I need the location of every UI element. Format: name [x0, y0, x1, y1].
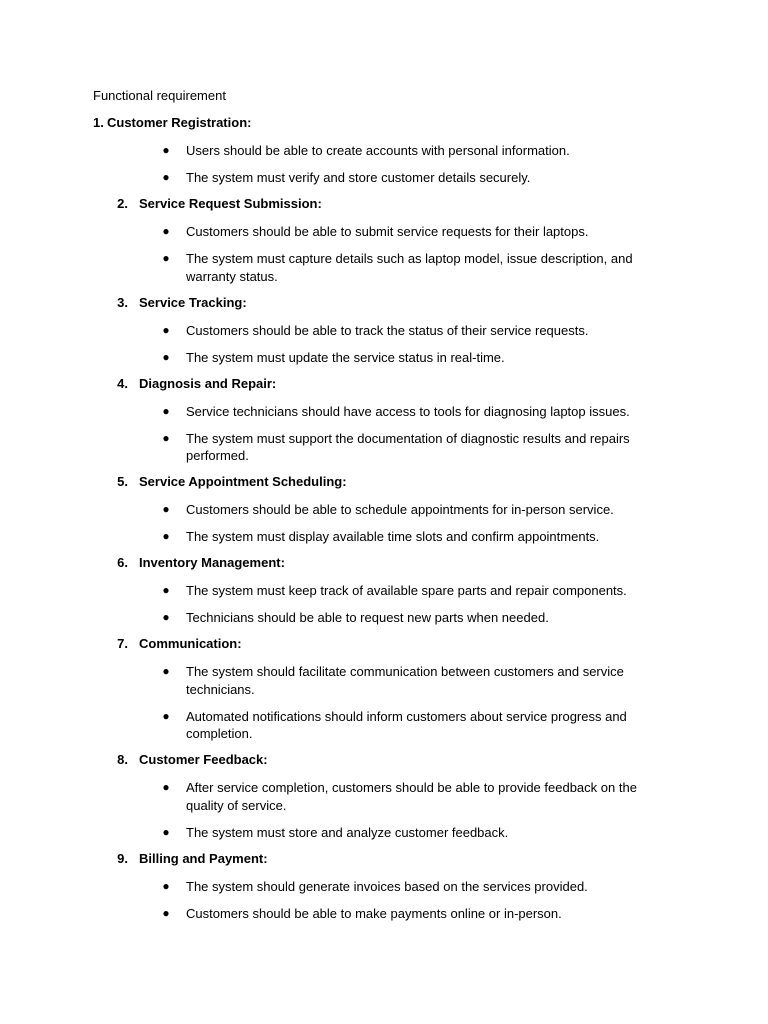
- section-title: Billing and Payment:: [139, 850, 268, 866]
- bullet-dot-icon: ●: [162, 502, 170, 516]
- requirement-section: [0, 555, 768, 627]
- list-item-text: The system should facilitate communication between customers and service technicians.: [186, 664, 624, 697]
- bullet-dot-icon: ●: [162, 780, 170, 794]
- section-title: Inventory Management:: [139, 555, 285, 570]
- list-item: [0, 223, 768, 241]
- list-item: [0, 905, 768, 923]
- section-number: 9.: [117, 850, 128, 866]
- section-number: 3.: [117, 294, 128, 310]
- list-item: [0, 169, 768, 187]
- section-heading: [0, 376, 768, 393]
- section-title: Service Tracking:: [139, 294, 247, 310]
- list-item-text: Customers should be able to schedule appointments for in-person service.: [186, 502, 614, 517]
- section-number: 6.: [117, 555, 128, 570]
- section-title: Customer Registration:: [107, 115, 252, 130]
- bullet-dot-icon: ●: [162, 251, 170, 265]
- requirements-list: [0, 115, 768, 932]
- list-item-text: The system must capture details such as laptop model, issue description, and warranty status.: [186, 251, 633, 284]
- list-item-text: Customers should be able to make payments online or in-person.: [186, 905, 562, 921]
- list-item: [0, 403, 768, 421]
- list-item: [0, 430, 768, 465]
- bullet-list: [0, 663, 768, 743]
- section-number: 1.: [93, 115, 104, 130]
- section-heading: [0, 474, 768, 491]
- requirement-section: [0, 851, 768, 923]
- bullet-list: [0, 142, 768, 187]
- bullet-dot-icon: ●: [162, 170, 170, 184]
- list-item: [0, 322, 768, 340]
- list-item-text: After service completion, customers should be able to provide feedback on the quality of service.: [186, 780, 637, 813]
- bullet-list: [0, 223, 768, 285]
- list-item: [0, 349, 768, 367]
- section-heading: [0, 196, 768, 213]
- list-item: [0, 663, 768, 698]
- list-item-text: Service technicians should have access to tools for diagnosing laptop issues.: [186, 403, 630, 419]
- bullet-dot-icon: ●: [162, 583, 170, 597]
- bullet-dot-icon: ●: [162, 610, 170, 624]
- bullet-dot-icon: ●: [162, 322, 170, 337]
- list-item: [0, 250, 768, 285]
- bullet-dot-icon: ●: [162, 224, 170, 238]
- requirement-section: [0, 752, 768, 841]
- section-heading: [0, 295, 768, 312]
- list-item-text: Customers should be able to submit service requests for their laptops.: [186, 224, 589, 239]
- list-item-text: The system must store and analyze customer feedback.: [186, 824, 509, 840]
- bullet-dot-icon: ●: [162, 403, 170, 418]
- bullet-list: [0, 779, 768, 841]
- section-number: 5.: [117, 474, 128, 489]
- document-title: Functional requirement: [93, 88, 226, 103]
- bullet-list: [0, 582, 768, 627]
- list-item-text: Users should be able to create accounts with personal information.: [186, 143, 570, 158]
- section-heading: [0, 636, 768, 653]
- list-item: [0, 528, 768, 546]
- section-title: Diagnosis and Repair:: [139, 375, 277, 391]
- list-item: [0, 779, 768, 814]
- list-item-text: Technicians should be able to request new parts when needed.: [186, 610, 549, 625]
- list-item-text: The system must update the service status in real-time.: [186, 349, 505, 365]
- list-item: [0, 878, 768, 896]
- list-item: [0, 609, 768, 627]
- section-number: 2.: [117, 196, 128, 211]
- section-title: Communication:: [139, 636, 242, 651]
- section-title: Service Appointment Scheduling:: [139, 474, 347, 489]
- bullet-dot-icon: ●: [162, 529, 170, 543]
- section-heading: [0, 752, 768, 769]
- section-number: 7.: [117, 636, 128, 651]
- list-item-text: The system must support the documentation of diagnostic results and repairs performed.: [186, 430, 630, 463]
- section-heading: [0, 115, 768, 132]
- list-item: [0, 582, 768, 600]
- bullet-dot-icon: ●: [162, 143, 170, 157]
- list-item-text: The system must display available time slots and confirm appointments.: [186, 529, 600, 544]
- section-heading: [0, 851, 768, 868]
- list-item: [0, 501, 768, 519]
- list-item-text: Customers should be able to track the status of their service requests.: [186, 322, 589, 338]
- list-item: [0, 142, 768, 160]
- bullet-dot-icon: ●: [162, 708, 170, 723]
- list-item: [0, 708, 768, 743]
- bullet-list: [0, 403, 768, 465]
- requirement-section: [0, 474, 768, 546]
- bullet-list: [0, 501, 768, 546]
- section-title: Customer Feedback:: [139, 752, 268, 767]
- list-item: [0, 824, 768, 842]
- list-item-text: The system must keep track of available spare parts and repair components.: [186, 583, 627, 598]
- list-item-text: The system must verify and store customer details securely.: [186, 170, 531, 185]
- list-item-text: The system should generate invoices based on the services provided.: [186, 878, 588, 894]
- requirement-section: [0, 196, 768, 285]
- requirement-section: [0, 295, 768, 367]
- requirement-section: [0, 376, 768, 465]
- bullet-list: [0, 322, 768, 367]
- section-title: Service Request Submission:: [139, 196, 322, 211]
- bullet-dot-icon: ●: [162, 430, 170, 445]
- requirement-section: [0, 636, 768, 743]
- section-number: 4.: [117, 375, 128, 391]
- bullet-dot-icon: ●: [162, 349, 170, 364]
- list-item-text: Automated notifications should inform customers about service progress and completion.: [186, 708, 627, 741]
- section-number: 8.: [117, 752, 128, 767]
- bullet-dot-icon: ●: [162, 824, 170, 839]
- bullet-dot-icon: ●: [162, 878, 170, 893]
- requirement-section: [0, 115, 768, 187]
- bullet-dot-icon: ●: [162, 905, 170, 920]
- section-heading: [0, 555, 768, 572]
- bullet-list: [0, 878, 768, 923]
- bullet-dot-icon: ●: [162, 664, 170, 678]
